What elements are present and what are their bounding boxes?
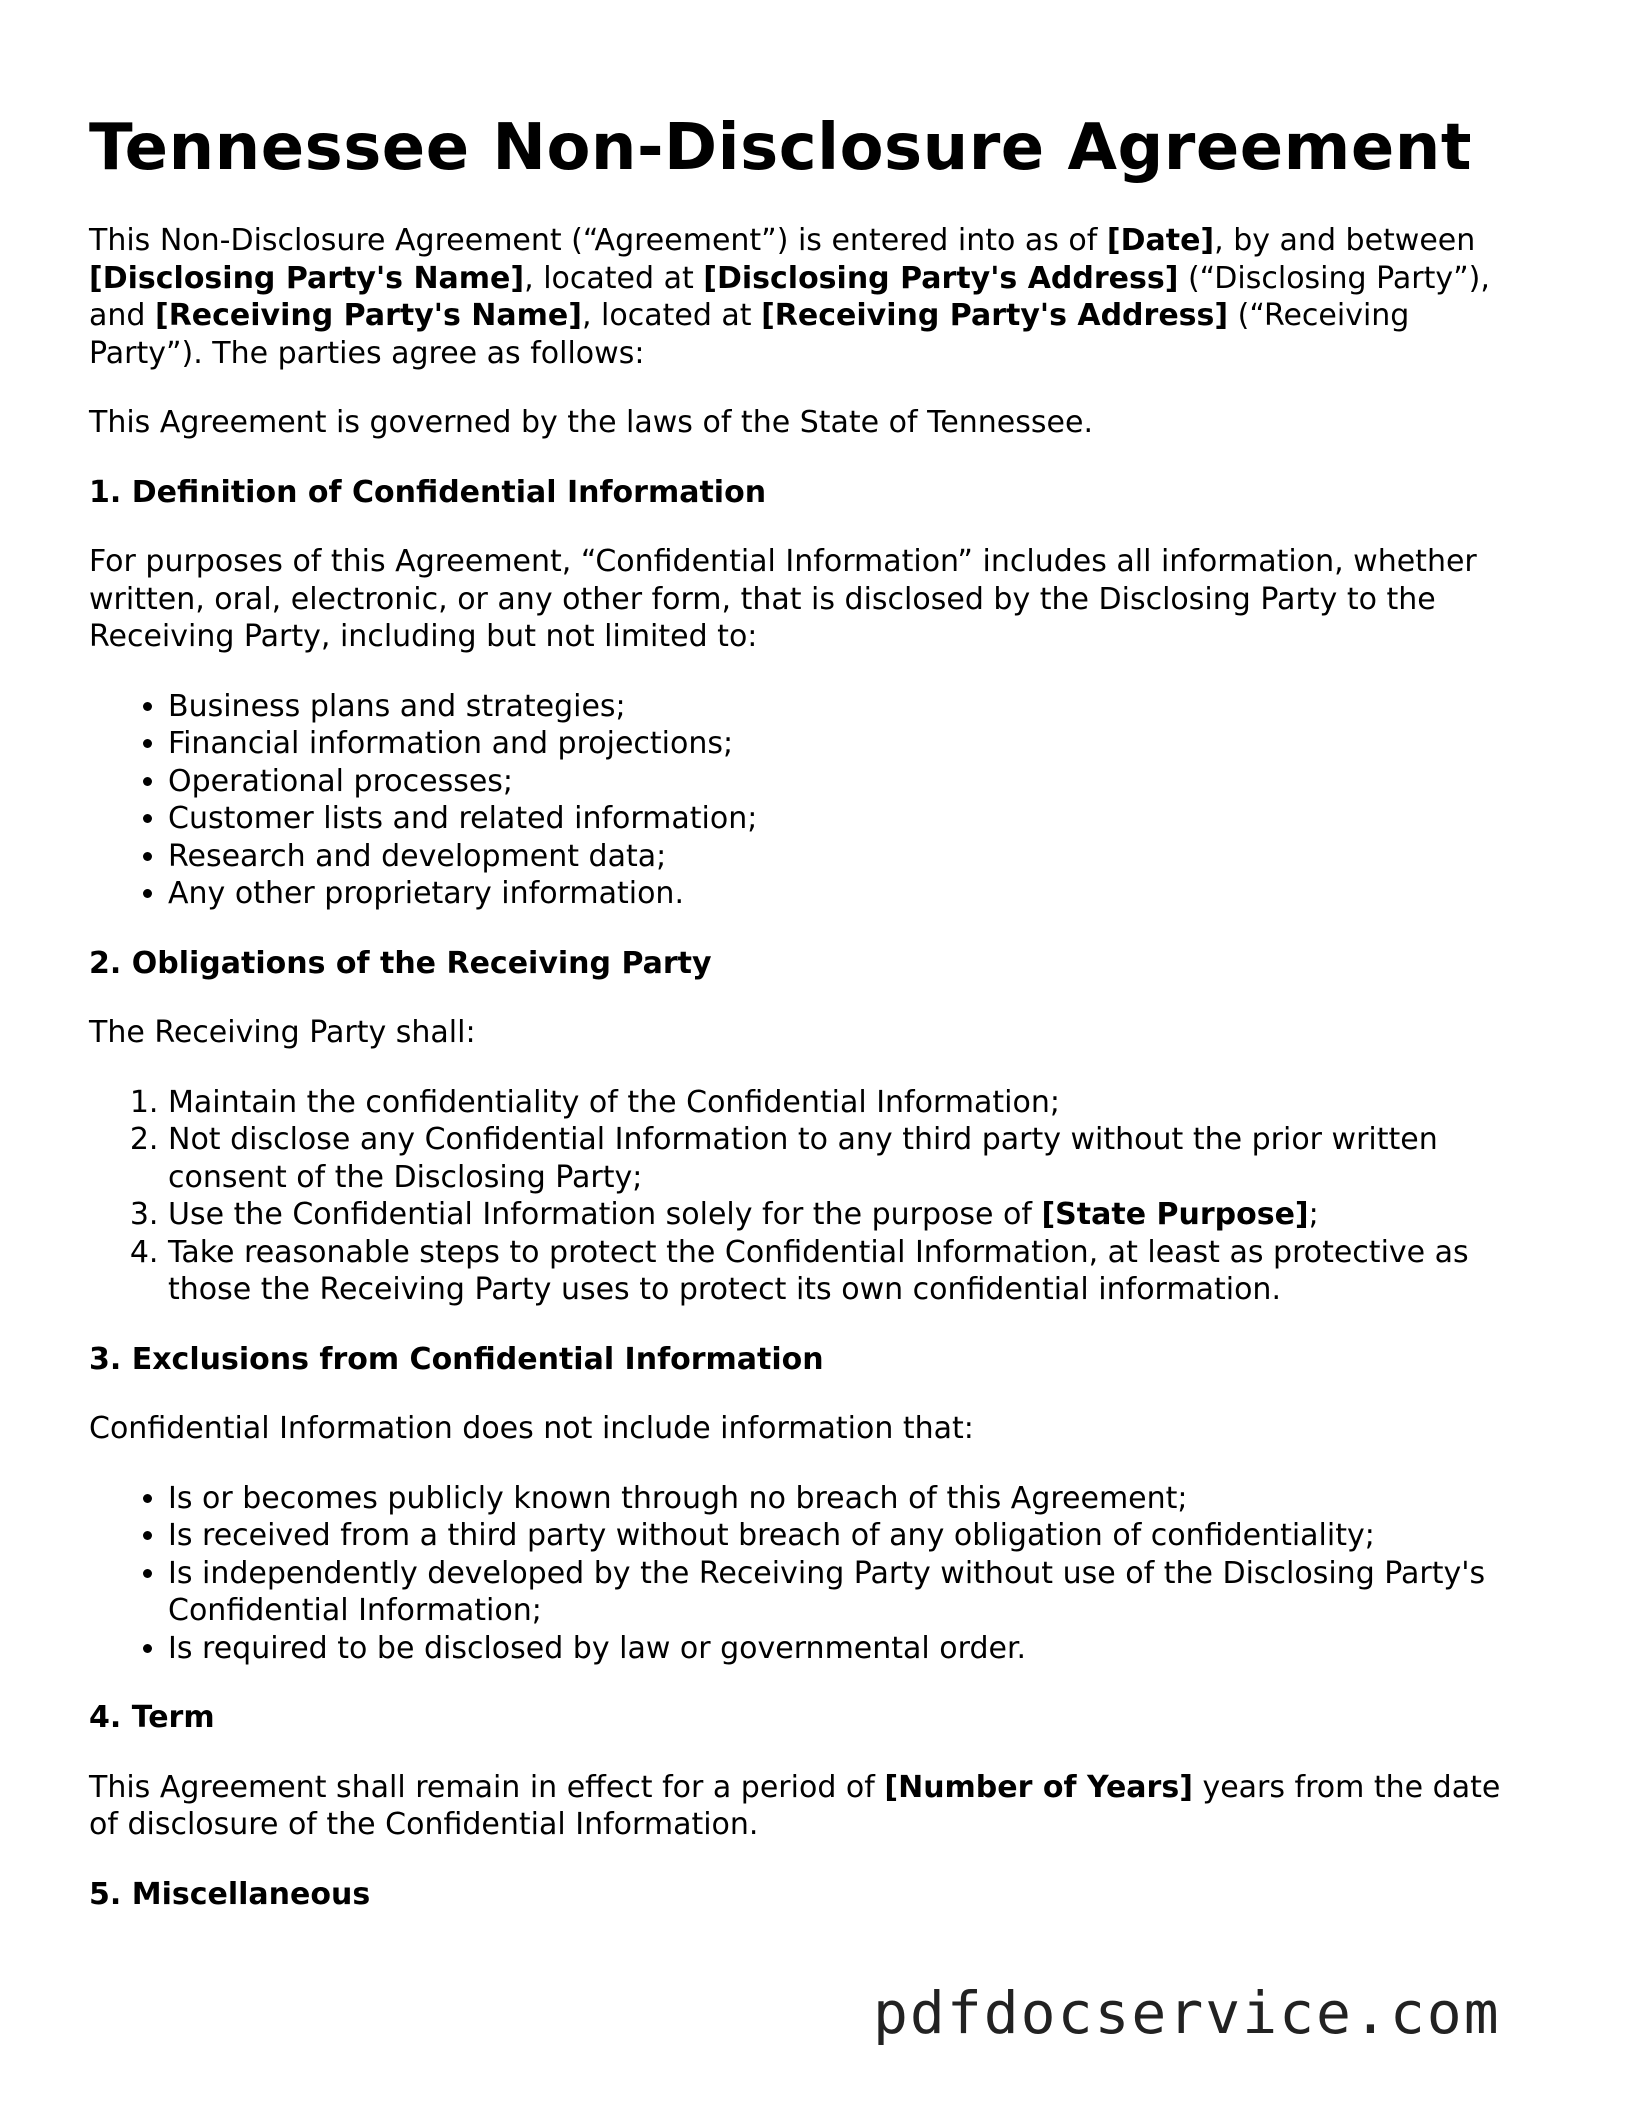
section-heading-definition: 1. Definition of Confidential Information — [89, 474, 767, 510]
document-title: Tennessee Non-Disclosure Agreement — [89, 111, 1472, 185]
term-paragraph — [89, 1769, 1529, 1844]
list-item-text: ; — [1308, 1197, 1319, 1232]
list-item: • Any other proprietary information. — [168, 875, 1529, 913]
term-text: This Agreement shall remain in effect for a period of — [89, 1769, 885, 1805]
confidential-info-list — [89, 688, 1529, 913]
intro-paragraph — [89, 222, 1529, 372]
obligations-paragraph: The Receiving Party shall: — [89, 1015, 476, 1050]
exclusions-paragraph: Confidential Information does not include information that: — [89, 1411, 974, 1446]
document-page — [89, 108, 1529, 1945]
list-item: • Financial information and projections; — [168, 725, 1529, 763]
number-of-years-placeholder: [Number of Years] — [884, 1769, 1193, 1805]
list-item: • Customer lists and related information; — [168, 800, 1529, 838]
purpose-placeholder: [State Purpose] — [1041, 1197, 1309, 1232]
intro-text: , located at — [581, 298, 762, 333]
list-item: 1. Maintain the confidentiality of the Confidential Information; — [168, 1084, 1529, 1122]
intro-text: , located at — [524, 260, 704, 296]
receiving-party-address-placeholder: [Receiving Party's Address] — [761, 298, 1229, 333]
watermark-text: pdfdocservice.com — [873, 1979, 1501, 2047]
obligations-list — [89, 1084, 1529, 1309]
section-heading-term: 4. Term — [89, 1700, 215, 1735]
intro-text: This Non-Disclosure Agreement (“Agreement”) is entered into as of — [89, 223, 1107, 258]
term-text: years from the date of disclosure of the Confidential Information. — [89, 1769, 1501, 1842]
list-item-text: Use the Confidential Information solely for the purpose of — [168, 1197, 1042, 1232]
date-placeholder: [Date] — [1106, 223, 1215, 258]
disclosing-party-name-placeholder: [Disclosing Party's Name] — [89, 260, 525, 296]
intro-text: (“Disclosing Party”), and — [89, 260, 1490, 333]
section-heading-exclusions: 3. Exclusions from Confidential Information — [89, 1341, 824, 1377]
list-item: • Is required to be disclosed by law or governmental order. — [168, 1630, 1529, 1668]
list-item: 4. Take reasonable steps to protect the Confidential Information, at least as protective as those the Receiving Party uses to protect its own confidential information. — [168, 1234, 1529, 1309]
list-item: • Is received from a third party without breach of any obligation of confidentiality; — [168, 1517, 1529, 1555]
list-item: • Is independently developed by the Receiving Party without use of the Disclosing Party's Confidential Information; — [168, 1555, 1529, 1630]
governing-law-paragraph: This Agreement is governed by the laws of the State of Tennessee. — [89, 405, 1093, 440]
disclosing-party-address-placeholder: [Disclosing Party's Address] — [703, 260, 1179, 296]
receiving-party-name-placeholder: [Receiving Party's Name] — [154, 298, 582, 333]
intro-text: , by and between — [1214, 223, 1476, 258]
exclusions-list — [89, 1480, 1529, 1668]
definition-paragraph: For purposes of this Agreement, “Confidential Information” includes all information, whether written, oral, electronic, or any other form, that is disclosed by the Disclosing Party to the Receiving Party, including but not limited to: — [89, 544, 1477, 654]
list-item: • Research and development data; — [168, 838, 1529, 876]
section-heading-obligations: 2. Obligations of the Receiving Party — [89, 945, 712, 981]
list-item — [168, 1196, 1529, 1234]
list-item: • Is or becomes publicly known through no breach of this Agreement; — [168, 1480, 1529, 1518]
intro-text: (“Receiving Party”). The parties agree as follows: — [89, 298, 1410, 371]
list-item: • Operational processes; — [168, 763, 1529, 801]
section-heading-miscellaneous: 5. Miscellaneous — [89, 1876, 371, 1912]
list-item: 2. Not disclose any Confidential Information to any third party without the prior written consent of the Disclosing Party; — [168, 1121, 1529, 1196]
list-item: • Business plans and strategies; — [168, 688, 1529, 726]
